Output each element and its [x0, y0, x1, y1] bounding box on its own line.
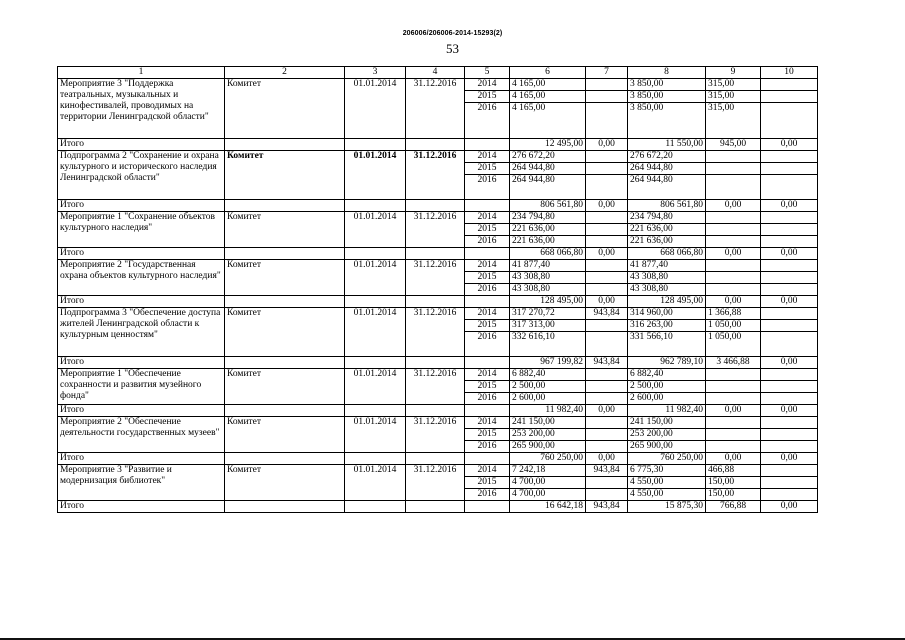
year-cell: 2016 [465, 393, 510, 405]
total-cell: 2 500,00 [510, 381, 586, 393]
empty-cell [345, 357, 406, 369]
itogo-row [58, 501, 818, 513]
total-cell: 264 944,80 [510, 163, 586, 175]
itogo-label: Итого [58, 453, 225, 465]
year-cell: 2016 [465, 332, 510, 357]
local-cell [706, 175, 761, 200]
other-cell [761, 212, 818, 224]
empty-cell [345, 296, 406, 308]
empty-cell [406, 200, 465, 212]
total-cell: 4 165,00 [510, 103, 586, 139]
regional-cell: 2 600,00 [628, 393, 706, 405]
itogo-other: 0,00 [761, 296, 818, 308]
regional-cell: 276 672,20 [628, 151, 706, 163]
other-cell [761, 320, 818, 332]
federal-cell [586, 284, 628, 296]
total-cell: 4 165,00 [510, 79, 586, 91]
other-cell [761, 91, 818, 103]
start-date-cell: 01.01.2014 [345, 260, 406, 296]
itogo-federal: 943,84 [586, 357, 628, 369]
local-cell [706, 429, 761, 441]
column-header: 2 [225, 67, 345, 79]
empty-cell [225, 357, 345, 369]
empty-cell [225, 296, 345, 308]
table-row [58, 79, 818, 91]
federal-cell [586, 381, 628, 393]
regional-cell: 241 150,00 [628, 417, 706, 429]
column-header: 5 [465, 67, 510, 79]
empty-cell [345, 405, 406, 417]
start-date-cell: 01.01.2014 [345, 465, 406, 501]
itogo-row [58, 139, 818, 151]
other-cell [761, 429, 818, 441]
other-cell [761, 308, 818, 320]
total-cell: 4 700,00 [510, 477, 586, 489]
itogo-local: 3 466,88 [706, 357, 761, 369]
regional-cell: 4 550,00 [628, 489, 706, 501]
regional-cell: 264 944,80 [628, 163, 706, 175]
empty-cell [465, 296, 510, 308]
empty-cell [225, 248, 345, 260]
itogo-regional: 806 561,80 [628, 200, 706, 212]
start-date-cell: 01.01.2014 [345, 308, 406, 357]
regional-cell: 234 794,80 [628, 212, 706, 224]
regional-cell: 41 877,40 [628, 260, 706, 272]
total-cell: 7 242,18 [510, 465, 586, 477]
empty-cell [465, 248, 510, 260]
local-cell [706, 284, 761, 296]
year-cell: 2016 [465, 489, 510, 501]
itogo-other: 0,00 [761, 453, 818, 465]
table-row [58, 308, 818, 320]
local-cell [706, 151, 761, 163]
empty-cell [225, 501, 345, 513]
column-header: 1 [58, 67, 225, 79]
column-header: 8 [628, 67, 706, 79]
program-name-cell: Мероприятие 2 "Государственная охрана объектов культурного наследия" [58, 260, 225, 296]
itogo-regional: 11 982,40 [628, 405, 706, 417]
other-cell [761, 224, 818, 236]
regional-cell: 331 566,10 [628, 332, 706, 357]
itogo-other: 0,00 [761, 200, 818, 212]
total-cell: 317 270,72 [510, 308, 586, 320]
federal-cell [586, 260, 628, 272]
itogo-federal: 0,00 [586, 405, 628, 417]
itogo-row [58, 200, 818, 212]
year-cell: 2014 [465, 260, 510, 272]
year-cell: 2015 [465, 91, 510, 103]
federal-cell [586, 212, 628, 224]
itogo-other: 0,00 [761, 501, 818, 513]
end-date-cell: 31.12.2016 [406, 260, 465, 296]
program-name-cell: Подпрограмма 2 "Сохранение и охрана культурного и исторического наследия Ленинградской области" [58, 151, 225, 200]
itogo-local: 0,00 [706, 248, 761, 260]
regional-cell: 265 900,00 [628, 441, 706, 453]
regional-cell: 43 308,80 [628, 272, 706, 284]
program-name-cell: Мероприятие 3 "Поддержка театральных, музыкальных и кинофестивалей, проводимых на территории Ленинградской области" [58, 79, 225, 139]
total-cell: 2 600,00 [510, 393, 586, 405]
itogo-regional: 760 250,00 [628, 453, 706, 465]
regional-cell: 43 308,80 [628, 284, 706, 296]
federal-cell [586, 429, 628, 441]
regional-cell: 264 944,80 [628, 175, 706, 200]
empty-cell [406, 139, 465, 151]
federal-cell [586, 79, 628, 91]
empty-cell [345, 139, 406, 151]
year-cell: 2015 [465, 381, 510, 393]
itogo-total: 11 982,40 [510, 405, 586, 417]
other-cell [761, 163, 818, 175]
page-number: 53 [446, 41, 459, 56]
itogo-regional: 128 495,00 [628, 296, 706, 308]
itogo-other: 0,00 [761, 357, 818, 369]
federal-cell [586, 320, 628, 332]
local-cell [706, 272, 761, 284]
local-cell [706, 393, 761, 405]
total-cell: 4 700,00 [510, 489, 586, 501]
local-cell [706, 212, 761, 224]
year-cell: 2015 [465, 429, 510, 441]
program-name-cell: Подпрограмма 3 "Обеспечение доступа жителей Ленинградской области к культурным ценностям" [58, 308, 225, 357]
itogo-local: 0,00 [706, 296, 761, 308]
local-cell: 150,00 [706, 489, 761, 501]
empty-cell [465, 405, 510, 417]
total-cell: 221 636,00 [510, 236, 586, 248]
regional-cell: 314 960,00 [628, 308, 706, 320]
program-name-cell: Мероприятие 1 "Обеспечение сохранности и развития музейного фонда" [58, 369, 225, 405]
itogo-federal: 0,00 [586, 200, 628, 212]
executor-cell: Комитет [225, 308, 345, 357]
regional-cell: 3 850,00 [628, 91, 706, 103]
total-cell: 241 150,00 [510, 417, 586, 429]
federal-cell: 943,84 [586, 465, 628, 477]
regional-cell: 2 500,00 [628, 381, 706, 393]
year-cell: 2016 [465, 441, 510, 453]
year-cell: 2015 [465, 477, 510, 489]
federal-cell: 943,84 [586, 308, 628, 320]
year-cell: 2014 [465, 79, 510, 91]
other-cell [761, 151, 818, 163]
end-date-cell: 31.12.2016 [406, 151, 465, 200]
federal-cell [586, 91, 628, 103]
local-cell [706, 381, 761, 393]
local-cell: 315,00 [706, 91, 761, 103]
end-date-cell: 31.12.2016 [406, 308, 465, 357]
executor-cell: Комитет [225, 79, 345, 139]
year-cell: 2014 [465, 417, 510, 429]
itogo-row [58, 405, 818, 417]
total-cell: 43 308,80 [510, 272, 586, 284]
column-header: 10 [761, 67, 818, 79]
empty-cell [225, 139, 345, 151]
executor-cell: Комитет [225, 151, 345, 200]
column-header: 9 [706, 67, 761, 79]
itogo-federal: 0,00 [586, 248, 628, 260]
total-cell: 6 882,40 [510, 369, 586, 381]
end-date-cell: 31.12.2016 [406, 212, 465, 248]
total-cell: 234 794,80 [510, 212, 586, 224]
itogo-regional: 15 875,30 [628, 501, 706, 513]
year-cell: 2014 [465, 369, 510, 381]
regional-cell: 4 550,00 [628, 477, 706, 489]
start-date-cell: 01.01.2014 [345, 417, 406, 453]
year-cell: 2014 [465, 308, 510, 320]
year-cell: 2016 [465, 103, 510, 139]
local-cell [706, 224, 761, 236]
itogo-local: 0,00 [706, 405, 761, 417]
empty-cell [406, 453, 465, 465]
start-date-cell: 01.01.2014 [345, 151, 406, 200]
regional-cell: 316 263,00 [628, 320, 706, 332]
itogo-label: Итого [58, 405, 225, 417]
other-cell [761, 393, 818, 405]
federal-cell [586, 151, 628, 163]
total-cell: 41 877,40 [510, 260, 586, 272]
year-cell: 2016 [465, 284, 510, 296]
column-header: 6 [510, 67, 586, 79]
itogo-label: Итого [58, 357, 225, 369]
regional-cell: 221 636,00 [628, 236, 706, 248]
itogo-total: 806 561,80 [510, 200, 586, 212]
start-date-cell: 01.01.2014 [345, 369, 406, 405]
local-cell [706, 163, 761, 175]
empty-cell [345, 501, 406, 513]
federal-cell [586, 175, 628, 200]
itogo-federal: 943,84 [586, 501, 628, 513]
empty-cell [225, 405, 345, 417]
year-cell: 2016 [465, 175, 510, 200]
itogo-label: Итого [58, 296, 225, 308]
itogo-total: 760 250,00 [510, 453, 586, 465]
federal-cell [586, 272, 628, 284]
executor-cell: Комитет [225, 465, 345, 501]
total-cell: 332 616,10 [510, 332, 586, 357]
itogo-other: 0,00 [761, 248, 818, 260]
regional-cell: 6 775,30 [628, 465, 706, 477]
other-cell [761, 417, 818, 429]
itogo-row [58, 357, 818, 369]
program-name-cell: Мероприятие 2 "Обеспечение деятельности государственных музеев" [58, 417, 225, 453]
local-cell [706, 260, 761, 272]
other-cell [761, 175, 818, 200]
table-body [58, 79, 818, 513]
empty-cell [225, 200, 345, 212]
itogo-federal: 0,00 [586, 453, 628, 465]
start-date-cell: 01.01.2014 [345, 79, 406, 139]
itogo-total: 967 199,82 [510, 357, 586, 369]
itogo-federal: 0,00 [586, 296, 628, 308]
regional-cell: 221 636,00 [628, 224, 706, 236]
empty-cell [465, 357, 510, 369]
table-row [58, 151, 818, 163]
header-row [58, 67, 818, 79]
itogo-row [58, 453, 818, 465]
start-date-cell: 01.01.2014 [345, 212, 406, 248]
itogo-local: 0,00 [706, 200, 761, 212]
empty-cell [406, 405, 465, 417]
total-cell: 221 636,00 [510, 224, 586, 236]
local-cell: 315,00 [706, 79, 761, 91]
itogo-regional: 962 789,10 [628, 357, 706, 369]
empty-cell [345, 248, 406, 260]
document-code: 206006/206006-2014-15293(2) [402, 30, 503, 37]
end-date-cell: 31.12.2016 [406, 465, 465, 501]
year-cell: 2014 [465, 151, 510, 163]
federal-cell [586, 236, 628, 248]
regional-cell: 3 850,00 [628, 103, 706, 139]
total-cell: 265 900,00 [510, 441, 586, 453]
end-date-cell: 31.12.2016 [406, 79, 465, 139]
empty-cell [465, 200, 510, 212]
itogo-federal: 0,00 [586, 139, 628, 151]
other-cell [761, 272, 818, 284]
regional-cell: 253 200,00 [628, 429, 706, 441]
other-cell [761, 369, 818, 381]
federal-cell [586, 489, 628, 501]
end-date-cell: 31.12.2016 [406, 369, 465, 405]
total-cell: 253 200,00 [510, 429, 586, 441]
executor-cell: Комитет [225, 212, 345, 248]
regional-cell: 6 882,40 [628, 369, 706, 381]
itogo-total: 128 495,00 [510, 296, 586, 308]
executor-cell: Комитет [225, 417, 345, 453]
federal-cell [586, 369, 628, 381]
local-cell [706, 441, 761, 453]
federal-cell [586, 417, 628, 429]
other-cell [761, 441, 818, 453]
empty-cell [406, 296, 465, 308]
program-name-cell: Мероприятие 1 "Сохранение объектов культурного наследия" [58, 212, 225, 248]
itogo-total: 668 066,80 [510, 248, 586, 260]
federal-cell [586, 163, 628, 175]
total-cell: 276 672,20 [510, 151, 586, 163]
other-cell [761, 489, 818, 501]
year-cell: 2014 [465, 212, 510, 224]
itogo-regional: 11 550,00 [628, 139, 706, 151]
table-row [58, 369, 818, 381]
column-header: 4 [406, 67, 465, 79]
itogo-label: Итого [58, 200, 225, 212]
local-cell: 1 050,00 [706, 332, 761, 357]
itogo-local: 0,00 [706, 453, 761, 465]
total-cell: 43 308,80 [510, 284, 586, 296]
table-row [58, 417, 818, 429]
federal-cell [586, 103, 628, 139]
executor-cell: Комитет [225, 369, 345, 405]
executor-cell: Комитет [225, 260, 345, 296]
itogo-label: Итого [58, 248, 225, 260]
year-cell: 2015 [465, 224, 510, 236]
other-cell [761, 465, 818, 477]
local-cell: 466,88 [706, 465, 761, 477]
empty-cell [225, 453, 345, 465]
itogo-local: 945,00 [706, 139, 761, 151]
other-cell [761, 260, 818, 272]
other-cell [761, 284, 818, 296]
column-header: 3 [345, 67, 406, 79]
table-row [58, 260, 818, 272]
end-date-cell: 31.12.2016 [406, 417, 465, 453]
year-cell: 2014 [465, 465, 510, 477]
local-cell [706, 417, 761, 429]
itogo-other: 0,00 [761, 405, 818, 417]
local-cell: 315,00 [706, 103, 761, 139]
itogo-total: 16 642,18 [510, 501, 586, 513]
itogo-label: Итого [58, 501, 225, 513]
empty-cell [465, 501, 510, 513]
federal-cell [586, 477, 628, 489]
itogo-local: 766,88 [706, 501, 761, 513]
itogo-row [58, 248, 818, 260]
federal-cell [586, 393, 628, 405]
itogo-other: 0,00 [761, 139, 818, 151]
empty-cell [465, 453, 510, 465]
local-cell [706, 369, 761, 381]
itogo-row [58, 296, 818, 308]
budget-table [57, 66, 818, 513]
local-cell [706, 236, 761, 248]
other-cell [761, 332, 818, 357]
year-cell: 2015 [465, 320, 510, 332]
total-cell: 264 944,80 [510, 175, 586, 200]
table-row [58, 465, 818, 477]
year-cell: 2016 [465, 236, 510, 248]
regional-cell: 3 850,00 [628, 79, 706, 91]
total-cell: 4 165,00 [510, 91, 586, 103]
empty-cell [406, 357, 465, 369]
empty-cell [406, 501, 465, 513]
federal-cell [586, 224, 628, 236]
empty-cell [345, 200, 406, 212]
other-cell [761, 236, 818, 248]
other-cell [761, 477, 818, 489]
year-cell: 2015 [465, 163, 510, 175]
itogo-regional: 668 066,80 [628, 248, 706, 260]
year-cell: 2015 [465, 272, 510, 284]
other-cell [761, 79, 818, 91]
program-name-cell: Мероприятие 3 "Развитие и модернизация библиотек" [58, 465, 225, 501]
itogo-total: 12 495,00 [510, 139, 586, 151]
local-cell: 150,00 [706, 477, 761, 489]
table-row [58, 212, 818, 224]
empty-cell [465, 139, 510, 151]
total-cell: 317 313,00 [510, 320, 586, 332]
itogo-label: Итого [58, 139, 225, 151]
other-cell [761, 103, 818, 139]
local-cell: 1 050,00 [706, 320, 761, 332]
local-cell: 1 366,88 [706, 308, 761, 320]
federal-cell [586, 441, 628, 453]
federal-cell [586, 332, 628, 357]
empty-cell [345, 453, 406, 465]
empty-cell [406, 248, 465, 260]
other-cell [761, 381, 818, 393]
column-header: 7 [586, 67, 628, 79]
